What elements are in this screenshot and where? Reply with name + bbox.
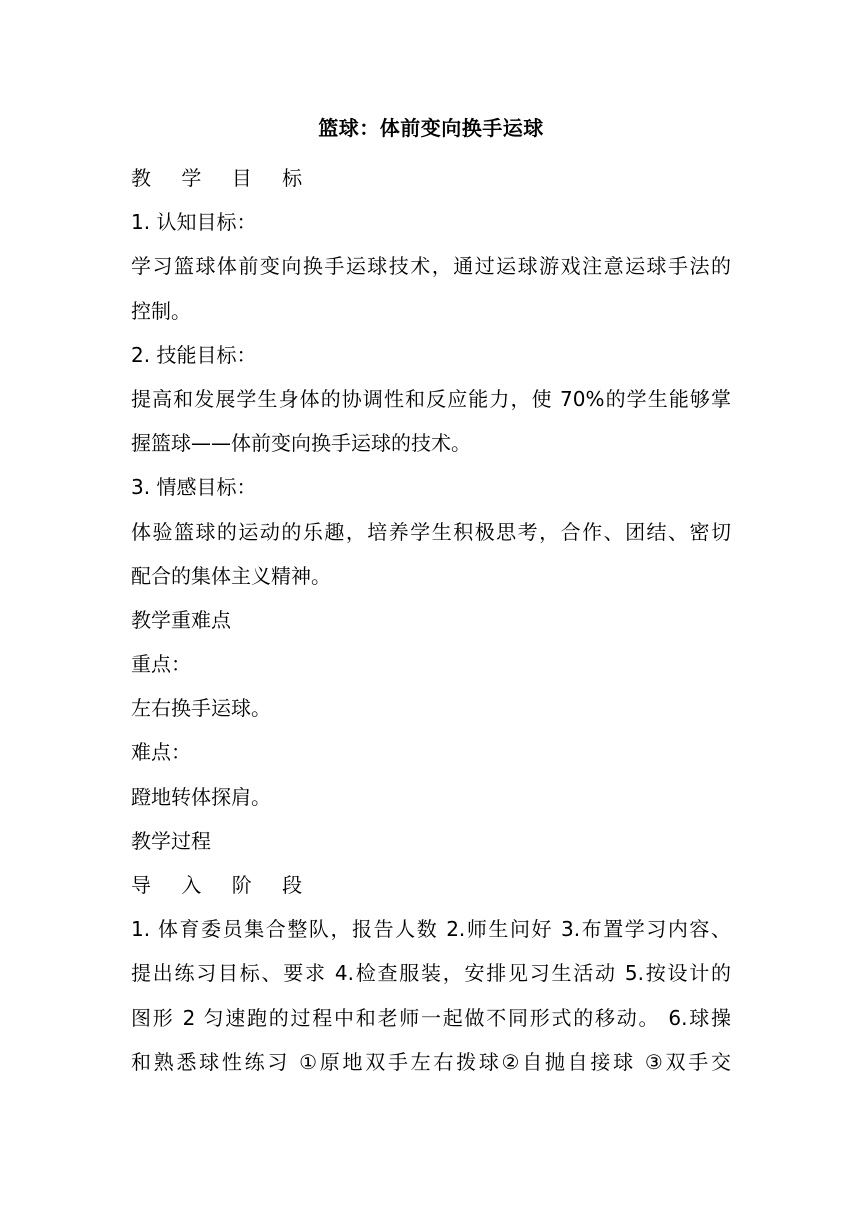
section-heading-key-difficulties: 教学重难点 [131, 607, 231, 632]
paragraph-line: 握篮球——体前变向换手运球的技术。 [131, 431, 471, 456]
section-heading-teaching-process: 教学过程 [131, 828, 211, 853]
paragraph-line: 提高和发展学生身体的协调性和反应能力，使 70%的学生能够掌 [131, 386, 731, 411]
document-title: 篮球：体前变向换手运球 [318, 116, 544, 140]
paragraph-line: 左右换手运球。 [131, 696, 271, 721]
subheading-cognitive-objective: 1. 认知目标： [131, 210, 257, 235]
paragraph-line: 蹬地转体探肩。 [131, 784, 271, 809]
paragraph-line: 控制。 [131, 298, 191, 323]
document-page [131, 112, 731, 1084]
section-heading-teaching-objectives: 教 学 目 标 [131, 166, 315, 190]
subheading-difficulty: 难点： [131, 740, 191, 765]
subheading-skill-objective: 2. 技能目标： [131, 342, 257, 367]
paragraph-line: 图形 2 匀速跑的过程中和老师一起做不同形式的移动。 6.球操 [131, 1005, 731, 1030]
paragraph-line: 学习篮球体前变向换手运球技术，通过运球游戏注意运球手法的 [131, 254, 731, 279]
subheading-emotional-objective: 3. 情感目标： [131, 475, 257, 500]
section-heading-introduction-stage: 导 入 阶 段 [131, 873, 315, 897]
paragraph-line: 1. 体育委员集合整队，报告人数 2.师生问好 3.布置学习内容、 [131, 917, 731, 942]
paragraph-line: 和熟悉球性练习 ①原地双手左右拨球②自抛自接球 ③双手交 [131, 1049, 731, 1074]
paragraph-line: 配合的集体主义精神。 [131, 563, 331, 588]
paragraph-line: 体验篮球的运动的乐趣，培养学生积极思考，合作、团结、密切 [131, 519, 731, 544]
subheading-key-point: 重点： [131, 652, 191, 677]
paragraph-line: 提出练习目标、要求 4.检查服装，安排见习生活动 5.按设计的 [131, 961, 731, 986]
